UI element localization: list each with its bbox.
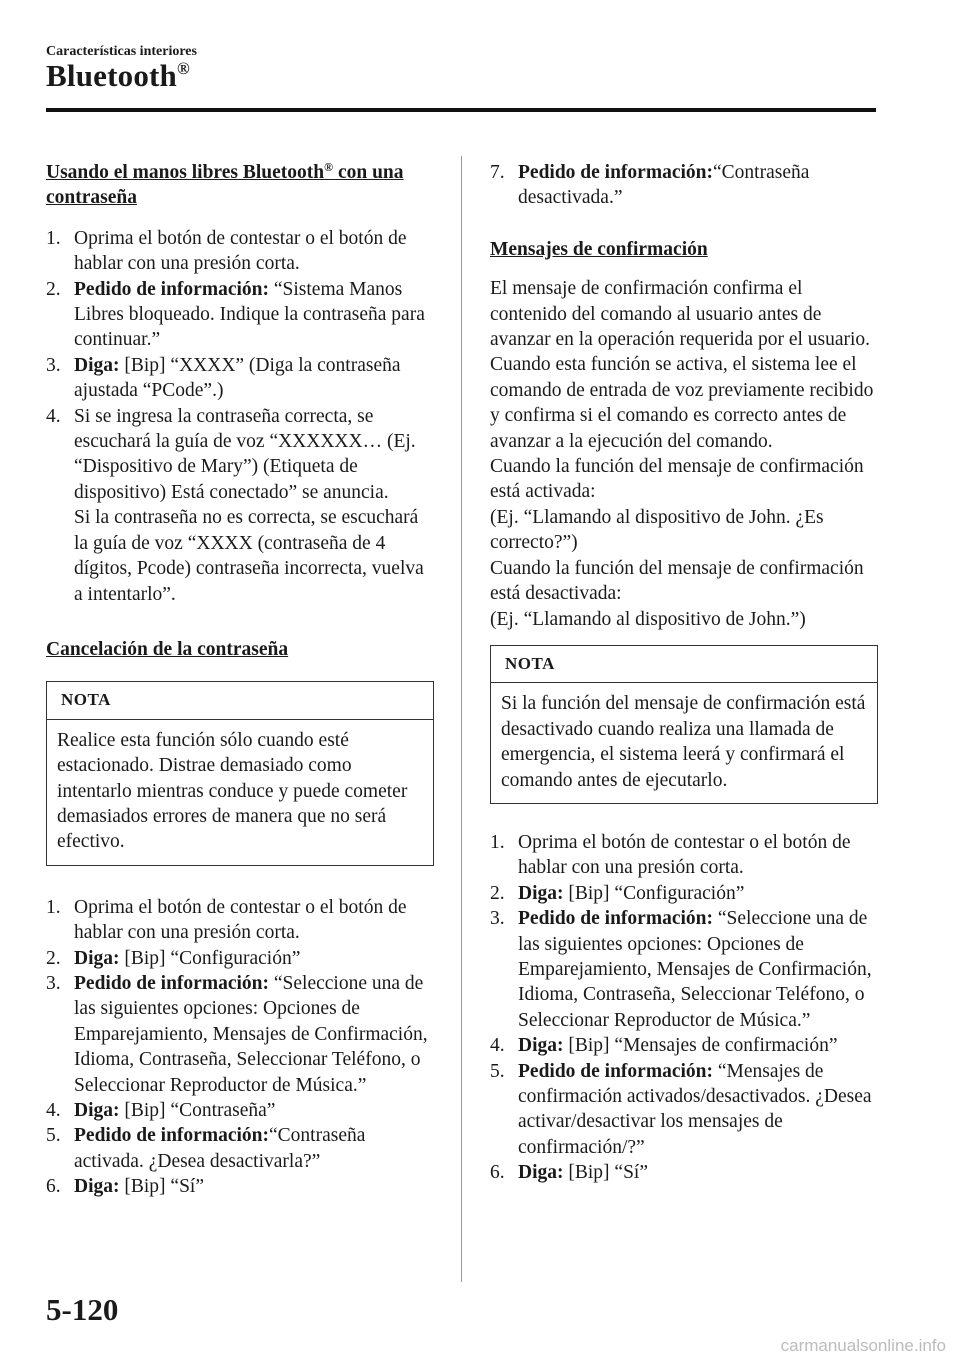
list-item bbox=[46, 353, 434, 404]
step-text: [Bip] “XXXX” (Diga la contraseña ajustada “PCode”.) bbox=[74, 354, 401, 402]
page-title-text: Bluetooth bbox=[46, 58, 177, 93]
step-number: 7. bbox=[490, 162, 505, 183]
page-title bbox=[46, 58, 190, 94]
steps-list-cancel-password bbox=[46, 895, 434, 1200]
note-text: Si la función del mensaje de confirmación está desactivado cuando realiza una llamada de emergencia, el sistema leerá y confirmará el comando antes de ejecutarlo. bbox=[501, 693, 866, 791]
step-text: [Bip] “Sí” bbox=[119, 1176, 204, 1198]
list-item bbox=[46, 946, 434, 971]
step-number: 5. bbox=[490, 1060, 505, 1082]
steps-list-password-use bbox=[46, 226, 434, 607]
step-text: [Bip] “Configuración” bbox=[119, 947, 301, 969]
heading-part: Usando el manos libres Bluetooth bbox=[46, 162, 325, 183]
step-label: Diga: bbox=[74, 1176, 120, 1198]
note-label: NOTA bbox=[491, 646, 877, 683]
step-label: Diga: bbox=[518, 1162, 564, 1184]
registered-mark: ® bbox=[176, 59, 190, 78]
list-item bbox=[490, 1059, 878, 1161]
list-item bbox=[490, 1160, 878, 1185]
left-column bbox=[46, 160, 434, 1200]
list-item bbox=[490, 1033, 878, 1058]
step-number: 4. bbox=[46, 1100, 61, 1121]
list-item bbox=[46, 226, 434, 277]
watermark: carmanualsonline.info bbox=[780, 1336, 946, 1355]
page-number: 5-120 bbox=[46, 1292, 119, 1327]
paragraph: Cuando la función del mensaje de confirmación está desactivada: bbox=[490, 557, 864, 605]
list-item bbox=[46, 895, 434, 946]
step-text: [Bip] “Mensajes de confirmación” bbox=[563, 1035, 838, 1057]
section-heading-password-use bbox=[46, 160, 434, 211]
step-number: 2. bbox=[46, 278, 61, 300]
note-text: Realice esta función sólo cuando esté estacionado. Distrae demasiado como intentarlo mientras conduce y puede cometer demasiados errores de manera que no será efectivo. bbox=[57, 729, 408, 853]
list-item bbox=[46, 404, 434, 607]
step-number: 6. bbox=[490, 1162, 505, 1184]
step-text: [Bip] “Contraseña” bbox=[119, 1100, 276, 1121]
step-label: Diga: bbox=[74, 947, 120, 969]
step-text: “Mensajes de confirmación activados/desactivados. ¿Desea activar/desactivar los mensajes de confirmación/?” bbox=[518, 1060, 872, 1158]
step-label: Diga: bbox=[518, 882, 564, 904]
list-item bbox=[46, 971, 434, 1098]
step-text-extra: Si la contraseña no es correcta, se escuchará la guía de voz “XXXX (contraseña de 4 dígitos, Pcode) contraseña incorrecta, vuelva a intentarlo”. bbox=[74, 507, 424, 605]
note-box bbox=[490, 645, 878, 804]
section-heading-confirmation-messages: Mensajes de confirmación bbox=[490, 238, 708, 260]
step-number: 6. bbox=[46, 1176, 61, 1198]
section-heading-cancel-password: Cancelación de la contraseña bbox=[46, 638, 289, 660]
heading-registered-mark: ® bbox=[324, 160, 334, 174]
step-label: Diga: bbox=[74, 1100, 120, 1121]
list-item bbox=[490, 160, 878, 211]
header-rule bbox=[46, 108, 876, 112]
note-label: NOTA bbox=[47, 682, 433, 719]
step-number: 3. bbox=[46, 972, 61, 994]
header-category: Características interiores bbox=[46, 44, 197, 59]
step-text: “Sistema Manos Libres bloqueado. Indique la contraseña para continuar.” bbox=[74, 278, 425, 351]
step-text: Oprima el botón de contestar o el botón de hablar con una presión corta. bbox=[74, 896, 407, 944]
paragraph: (Ej. “Llamando al dispositivo de John. ¿Es correcto?”) bbox=[490, 506, 824, 554]
step-text: Oprima el botón de contestar o el botón de hablar con una presión corta. bbox=[518, 831, 851, 879]
paragraph: El mensaje de confirmación confirma el contenido del comando al usuario antes de avanzar en la operación requerida por el usuario. Cuando esta función se activa, el sistema lee el comando de entrada de voz previamente recibido y confirma si el comando es correcto antes de avanzar a la ejecución del comando. bbox=[490, 278, 874, 452]
list-item bbox=[46, 1174, 434, 1199]
list-item bbox=[46, 277, 434, 353]
step-label: Pedido de información: bbox=[518, 908, 713, 930]
confirmation-description bbox=[490, 276, 878, 632]
step-text: “Seleccione una de las siguientes opciones: Opciones de Emparejamiento, Mensajes de Confirmación, Idioma, Contraseña, Seleccionar Teléfono, o Seleccionar Reproductor de Música.” bbox=[518, 908, 872, 1031]
steps-list-continued bbox=[490, 160, 878, 211]
step-text: Oprima el botón de contestar o el botón de hablar con una presión corta. bbox=[74, 227, 407, 275]
paragraph: (Ej. “Llamando al dispositivo de John.”) bbox=[490, 608, 806, 630]
step-text: “Seleccione una de las siguientes opciones: Opciones de Emparejamiento, Mensajes de Confirmación, Idioma, Contraseña, Seleccionar Teléfono, o Seleccionar Reproductor de Música.” bbox=[74, 972, 428, 1096]
step-label: Pedido de información: bbox=[74, 1125, 269, 1147]
step-number: 1. bbox=[46, 227, 61, 249]
step-text: [Bip] “Configuración” bbox=[563, 882, 745, 904]
step-number: 3. bbox=[490, 908, 505, 930]
step-text: Si se ingresa la contraseña correcta, se escuchará la guía de voz “XXXXXX… (Ej. “Dispositivo de Mary”) (Etiqueta de dispositivo) Está conectado” se anuncia. bbox=[74, 405, 416, 503]
step-number: 2. bbox=[490, 882, 505, 904]
step-label: Pedido de información: bbox=[74, 972, 269, 994]
step-number: 2. bbox=[46, 947, 61, 969]
paragraph: Cuando la función del mensaje de confirmación está activada: bbox=[490, 456, 864, 503]
step-number: 3. bbox=[46, 354, 61, 376]
heading-part: con una contraseña bbox=[46, 162, 404, 209]
step-label: Pedido de información: bbox=[518, 162, 713, 183]
step-number: 4. bbox=[46, 405, 61, 427]
step-number: 1. bbox=[490, 831, 505, 853]
step-number: 4. bbox=[490, 1035, 505, 1057]
step-label: Diga: bbox=[74, 354, 120, 376]
list-item bbox=[46, 1098, 434, 1123]
list-item bbox=[490, 830, 878, 881]
right-column bbox=[490, 160, 878, 1186]
step-number: 5. bbox=[46, 1125, 61, 1147]
step-text: “Contraseña desactivada.” bbox=[518, 162, 810, 209]
steps-list-confirmation bbox=[490, 830, 878, 1186]
step-number: 1. bbox=[46, 896, 61, 918]
column-divider bbox=[461, 156, 462, 1282]
step-text: “Contraseña activada. ¿Desea desactivarla?” bbox=[74, 1125, 366, 1172]
step-text: [Bip] “Sí” bbox=[563, 1162, 648, 1184]
step-label: Pedido de información: bbox=[74, 278, 269, 300]
list-item bbox=[490, 906, 878, 1033]
list-item bbox=[490, 881, 878, 906]
note-box bbox=[46, 681, 434, 865]
step-label: Diga: bbox=[518, 1035, 564, 1057]
step-label: Pedido de información: bbox=[518, 1060, 713, 1082]
list-item bbox=[46, 1123, 434, 1174]
